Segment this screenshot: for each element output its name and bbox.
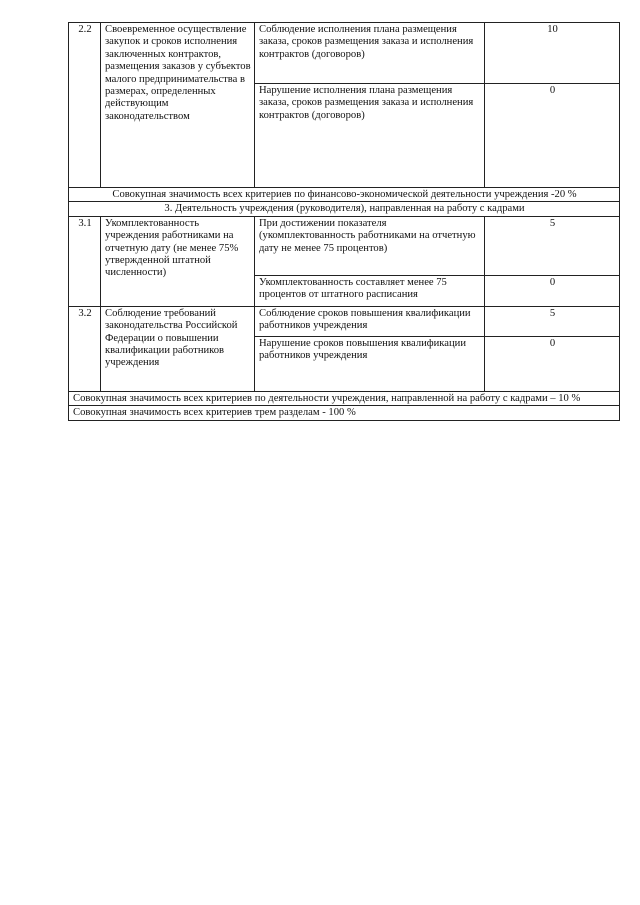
indicator-text: Соблюдение исполнения плана размещения заказа, сроков размещения заказа и исполнения контрактов (договоров): [255, 23, 485, 84]
criterion-name: Соблюдение требований законодательства Российской Федерации о повышении квалификации работников учреждения: [101, 306, 255, 391]
section-total: Совокупная значимость всех критериев по деятельности учреждения, направленной на работу с кадрами – 10 %: [69, 391, 620, 405]
criterion-name: Укомплектованность учреждения работниками на отчетную дату (не менее 75% утвержденной штатной численности): [101, 216, 255, 306]
indicator-value: 5: [485, 216, 620, 275]
table-row: [69, 188, 620, 202]
indicator-text: Нарушение сроков повышения квалификации работников учреждения: [255, 336, 485, 391]
table-row: [69, 23, 620, 84]
indicator-text: Соблюдение сроков повышения квалификации работников учреждения: [255, 306, 485, 336]
indicator-value: 5: [485, 306, 620, 336]
table-row: [69, 306, 620, 336]
grand-total: Совокупная значимость всех критериев трем разделам - 100 %: [69, 406, 620, 420]
table-row: [69, 406, 620, 420]
section-title: 3. Деятельность учреждения (руководителя), направленная на работу с кадрами: [69, 202, 620, 216]
indicator-value: 0: [485, 336, 620, 391]
table-row: [69, 202, 620, 216]
indicator-value: 0: [485, 84, 620, 188]
indicator-text: Укомплектованность составляет менее 75 процентов от штатного расписания: [255, 275, 485, 306]
row-number: 3.1: [69, 216, 101, 306]
section-total: Совокупная значимость всех критериев по финансово-экономической деятельности учреждения -20 %: [69, 188, 620, 202]
row-number: 3.2: [69, 306, 101, 391]
indicator-text: Нарушение исполнения плана размещения заказа, сроков размещения заказа и исполнения контрактов (договоров): [255, 84, 485, 188]
criteria-table: [68, 22, 620, 421]
indicator-value: 10: [485, 23, 620, 84]
indicator-value: 0: [485, 275, 620, 306]
table-row: [69, 391, 620, 405]
indicator-text: При достижении показателя (укомплектованность работниками на отчетную дату не менее 75 процентов): [255, 216, 485, 275]
criterion-name: Своевременное осуществление закупок и сроков исполнения заключенных контрактов, размещения заказов у субъектов малого предпринимательства в размерах, определенных действующим законодательством: [101, 23, 255, 188]
table-row: [69, 216, 620, 275]
row-number: 2.2: [69, 23, 101, 188]
